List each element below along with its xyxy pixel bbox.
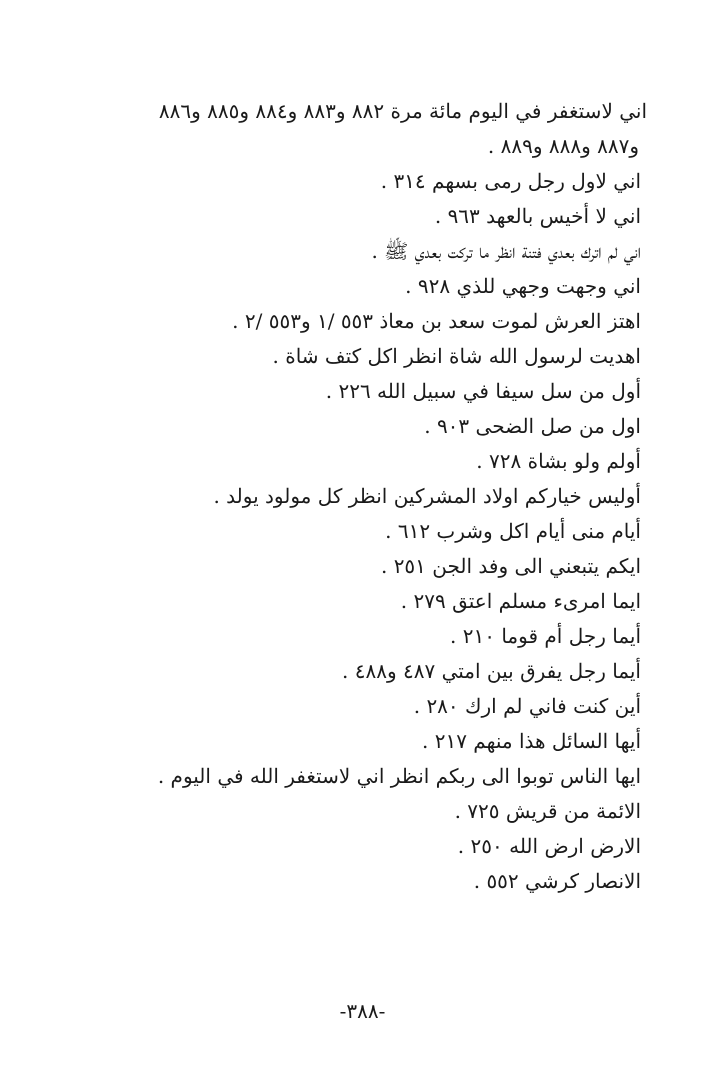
list-item: أولم ولو بشاة ٧٢٨ . bbox=[476, 449, 641, 473]
list-item: ايما امرىء مسلم اعتق ٢٧٩ . bbox=[400, 589, 641, 613]
entry-text: اني لاستغفر في اليوم مائة مرة ٨٨٢ و٨٨٣ و٨٨٤ و٨٨٥ و٨٨٦ bbox=[158, 99, 647, 123]
list-item: أيها السائل هذا منهم ٢١٧ . bbox=[422, 729, 641, 753]
list-item: الارض ارض الله ٢٥٠ . bbox=[457, 834, 641, 858]
list-item: اول من صل الضحى ٩٠٣ . bbox=[424, 414, 641, 438]
list-item: اني لاول رجل رمى بسهم ٣١٤ . bbox=[380, 169, 641, 193]
page-number: -٣٨٨- bbox=[339, 999, 386, 1023]
list-item: اني وجهت وجهي للذي ٩٢٨ . bbox=[405, 274, 641, 298]
list-item: الائمة من قريش ٧٢٥ . bbox=[454, 799, 641, 823]
list-item: ايها الناس توبوا الى ربكم انظر اني لاستغفر الله في اليوم . bbox=[157, 764, 641, 788]
list-item: أوليس خياركم اولاد المشركين انظر كل مولود يولد . bbox=[213, 484, 641, 508]
list-item: اني لا أخيس بالعهد ٩٦٣ . bbox=[434, 204, 641, 228]
list-item: أين كنت فاني لم ارك ٢٨٠ . bbox=[413, 694, 641, 718]
list-item bbox=[81, 94, 647, 164]
list-item: أيما رجل أم قوما ٢١٠ . bbox=[450, 624, 641, 648]
list-item: اهديت لرسول الله شاة انظر اكل كتف شاة . bbox=[272, 344, 641, 368]
list-item: أيما رجل يفرق بين امتي ٤٨٧ و٤٨٨ . bbox=[342, 659, 641, 683]
hadith-index-list bbox=[81, 94, 647, 899]
list-item: الانصار كرشي ٥٥٢ . bbox=[473, 869, 641, 893]
list-item: أول من سل سيفا في سبيل الله ٢٢٦ . bbox=[325, 379, 641, 403]
list-item: اني لم اترك بعدي فتنة انظر ما تركت بعدي ﷺ . bbox=[371, 239, 641, 263]
list-item: ايكم يتبعني الى وفد الجن ٢٥١ . bbox=[380, 554, 641, 578]
list-item: أيام منى أيام اكل وشرب ٦١٢ . bbox=[385, 519, 641, 543]
entry-continuation: و٨٨٧ و٨٨٨ و٨٨٩ . bbox=[487, 134, 639, 158]
list-item: اهتز العرش لموت سعد بن معاذ ٥٥٣ /١ و٥٥٣ /٢ . bbox=[232, 309, 641, 333]
